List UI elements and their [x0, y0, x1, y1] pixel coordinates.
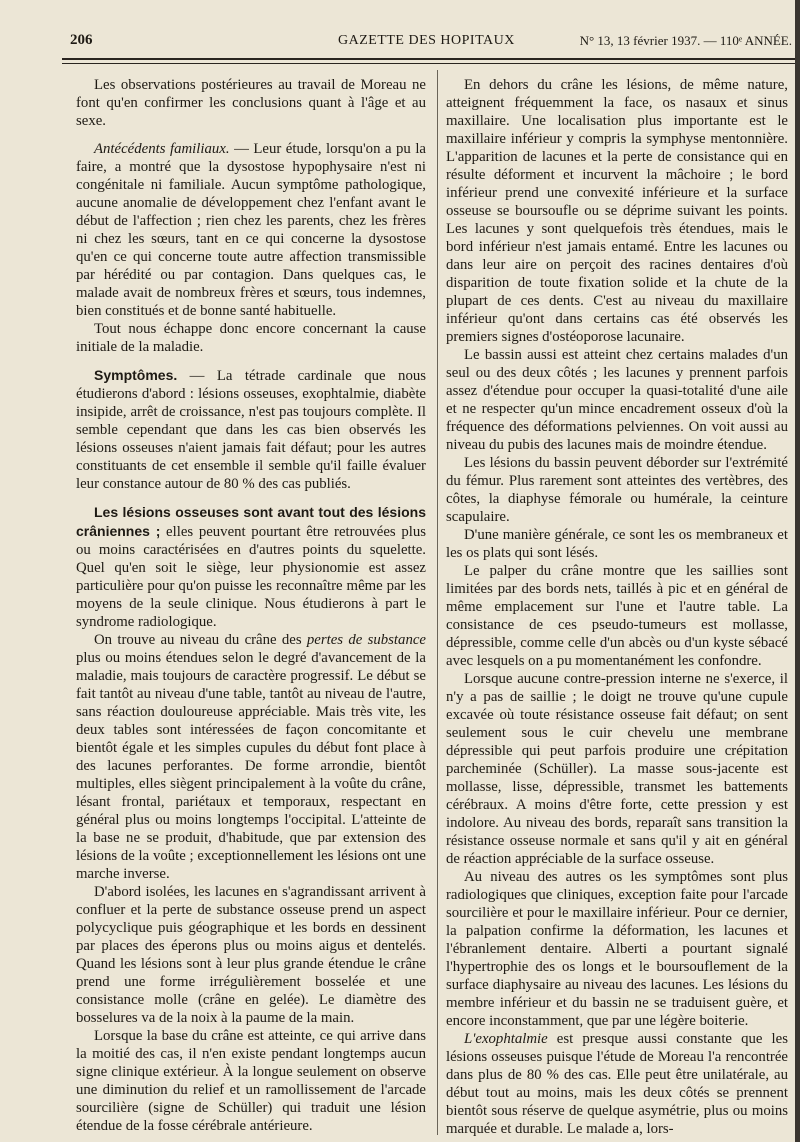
paragraph-text: Les observations postérieures au travail de Moreau ne font qu'en confirmer les conclusions quant à l'âge et au sexe.	[76, 77, 426, 129]
emphasis: L'exophtalmie	[464, 1031, 548, 1047]
journal-title: GAZETTE DES HOPITAUX	[338, 33, 515, 48]
run-in-heading: Antécédents familiaux.	[94, 141, 230, 157]
paragraph	[446, 76, 788, 346]
page-header	[70, 30, 792, 52]
paragraph-text: Lorsque la base du crâne est atteinte, ce qui arrive dans la moitié des cas, il n'en existe pendant longtemps aucun signe clinique extérieur. À la longue seulement on observe une diminution du relief et un ramollissement de l'arcade sourcilière (signe de Schüller) qui traduit une lésion étendue de la fosse cérébrale antérieure.	[76, 1028, 426, 1134]
paragraph-text: — Leur étude, lorsqu'on a pu la faire, a montré que la dysostose hypophysaire n'est ni congénitale ni familiale. Aucun symptôme pathologique, aucune anomalie de développement chez l'enfant avant le début de l'affection ; rien chez les parents, chez les frères ni chez les sœurs, tant en ce qui concerne la dysostose qu'en ce qui concerne toute autre affection transmissible par hérédité ou par contagion. Dans quelques cas, le malade avait de nombreux frères et sœurs, tous indemnes, bien constitués et de bonne santé habituelle.	[76, 141, 426, 319]
paragraph	[76, 883, 426, 1027]
paragraph	[76, 1027, 426, 1135]
paragraph	[76, 631, 426, 883]
left-column	[76, 76, 426, 1135]
issue-info: N° 13, 13 février 1937. — 110ᵉ ANNÉE.	[579, 33, 792, 48]
paragraph-text: On trouve au niveau du crâne des	[94, 632, 307, 648]
paragraph-text: Au niveau des autres os les symptômes sont plus radiologiques que cliniques, exception faite pour l'arcade sourcilière et pour le maxillaire inférieur. Pour ce dernier, la palpation confirme la déformation, les lacunes et l'ébranlement dentaire. Alberti a pourtant signalé l'hypertrophie des os longs et le boursouflement de la surface diaphysaire au niveau des lacunes. Les lésions du membre inférieur et du bassin ne se traduisent guère, et encore inconstamment, que par une légère boiterie.	[446, 869, 788, 1029]
page-number: 206	[70, 32, 93, 48]
paragraph-text: est presque aussi constante que les lésions osseuses puisque l'étude de Moreau l'a rencontrée dans plus de 80 % des cas. Elle peut être unilatérale, au début tout au moins, mais les deux côtés se prennent bientôt sous réserve de quelque asymétrie, plus ou moins marquée et durable. Le malade a, lors-	[446, 1031, 788, 1137]
right-column	[446, 76, 788, 1138]
paragraph	[446, 868, 788, 1030]
emphasis: pertes de substance	[306, 632, 426, 648]
paragraph	[446, 670, 788, 868]
paragraph	[446, 346, 788, 454]
paragraph-text: Le palper du crâne montre que les saillies sont limitées par des bords nets, taillés à pic et en général de même emplacement sur l'une et l'autre table. La consistance de ces pseudo-tumeurs est mollasse, dépressible, comme celle d'un abcès ou d'un kyste sébacé avec lesquels on a pu momentanément les confondre.	[446, 563, 788, 669]
section-heading: Symptômes.	[94, 367, 178, 383]
paragraph-text: elles peuvent pourtant être retrouvées plus ou moins caractérisées en d'autres points du squelette. Quel qu'en soit le siège, leur physionomie est assez particulière pour qu'on puisse les reconnaître même par les moyens de la seule clinique. Nous étudierons à part le syndrome radiologique.	[76, 524, 426, 630]
paragraph	[446, 562, 788, 670]
paragraph	[446, 526, 788, 562]
paragraph-text: Le bassin aussi est atteint chez certains malades d'un seul ou des deux côtés ; les lacunes y prennent parfois assez d'étendue pour occuper la quasi-totalité d'une aile et ne respecter qu'un mince encadrement osseux d'où la fréquence des déformations pelviennes. On voit aussi au niveau du pubis des lacunes mais de moindre étendue.	[446, 347, 788, 453]
paragraph-text: D'une manière générale, ce sont les os membraneux et les os plats qui sont lésés.	[446, 527, 788, 561]
paragraph	[76, 366, 426, 493]
column-divider	[437, 70, 438, 1135]
page-edge-shadow	[795, 0, 800, 1142]
paragraph-text: D'abord isolées, les lacunes en s'agrandissant arrivent à confluer et la perte de substance osseuse prend un aspect polycyclique puis géographique et les bords en dessinent par places des éperons plus ou moins aigus et dentelés. Quand les lésions sont à leur plus grande étendue le crâne prend une forme irrégulièrement bosselée et une consistance molle (crâne en gelée). Le diamètre des bosselures va de la noix à la paume de la main.	[76, 884, 426, 1026]
paragraph-text: Tout nous échappe donc encore concernant la cause initiale de la maladie.	[76, 321, 426, 355]
header-rule-thin	[62, 63, 800, 64]
paragraph	[446, 454, 788, 526]
paragraph-text: — La tétrade cardinale que nous étudierons d'abord : lésions osseuses, exophtalmie, diabète insipide, arrêt de croissance, n'est pas toujours complète. Il semble cependant que dans les cas bien observés les lésions osseuses n'aient jamais fait défaut; pour les autres constituants de cet ensemble il semble qu'il faille évaluer leur constance autour de 80 % des cas publiés.	[76, 368, 426, 492]
header-rule-thick	[62, 58, 800, 60]
paragraph	[76, 320, 426, 356]
paragraph-text: En dehors du crâne les lésions, de même nature, atteignent fréquemment la face, os nasaux et sinus maxillaire. Une localisation plus importante est le maxillaire inférieur y compris la symphyse mentonnière. L'apparition de lacunes et la perte de consistance qui en résulte déforment et incurvent la mâchoire ; le bord inférieur prend une convexité inférieure et la surface osseuse se boursoufle ou se déprime suivant les points. Les lacunes y sont quelquefois très étendues, mais le bord inférieur n'est jamais entamé. Entre les lacunes ou dans leur aire on perçoit des racines dentaires d'où disparition de toute fixation solide et la chute de la plupart de ces dents. C'est au niveau du maxillaire inférieur qu'ont dans certains cas été observés les premiers signes d'ostéoporose lacunaire.	[446, 77, 788, 345]
paragraph-text: Les lésions du bassin peuvent déborder sur l'extrémité du fémur. Plus rarement sont atteintes des vertèbres, des côtes, la diaphyse fémorale ou humérale, la ceinture scapulaire.	[446, 455, 788, 525]
paragraph	[446, 1030, 788, 1138]
paragraph-text: plus ou moins étendues selon le degré d'avancement de la maladie, mais toujours de caractère progressif. Le début se fait tantôt au niveau d'une table, tantôt au niveau de l'autre, sans réaction douloureuse appréciable. Mais très vite, les deux tables sont intéressées de façon concomitante et bientôt égale et les simples cupules du début font place à des lacunes perforantes. De forme arrondie, bientôt multiples, elles siègent principalement à la voûte du crâne, lésant frontal, pariétaux et temporaux, respectant en général plus ou moins longtemps l'occipital. L'atteinte de la base ne se produit, d'habitude, que par extension des lésions de la voûte ; exceptionnellement les lésions ont une marche inverse.	[76, 650, 426, 882]
paragraph	[76, 503, 426, 631]
paragraph	[76, 140, 426, 320]
paragraph-text: Lorsque aucune contre-pression interne ne s'exerce, il n'y a pas de saillie ; le doigt ne trouve qu'une cupule excavée où toute résistance osseuse fait défaut; on sent seulement sous le cuir chevelu une membrane dépressible qui peut parfois produire une crépitation parcheminée (Schüller). La masse sous-jacente est mollasse, lisse, dépressible, transmet les battements cérébraux. A moins d'être forte, cette pression y est indolore. Au niveau des bords, reparaît sans transition la résistance osseuse normale et sans qu'il y ait en général de réaction appréciable de la surface osseuse.	[446, 671, 788, 867]
subsection-heading: Les lésions osseuses sont avant tout des lésions crâniennes ;	[76, 504, 426, 539]
paragraph	[76, 76, 426, 130]
